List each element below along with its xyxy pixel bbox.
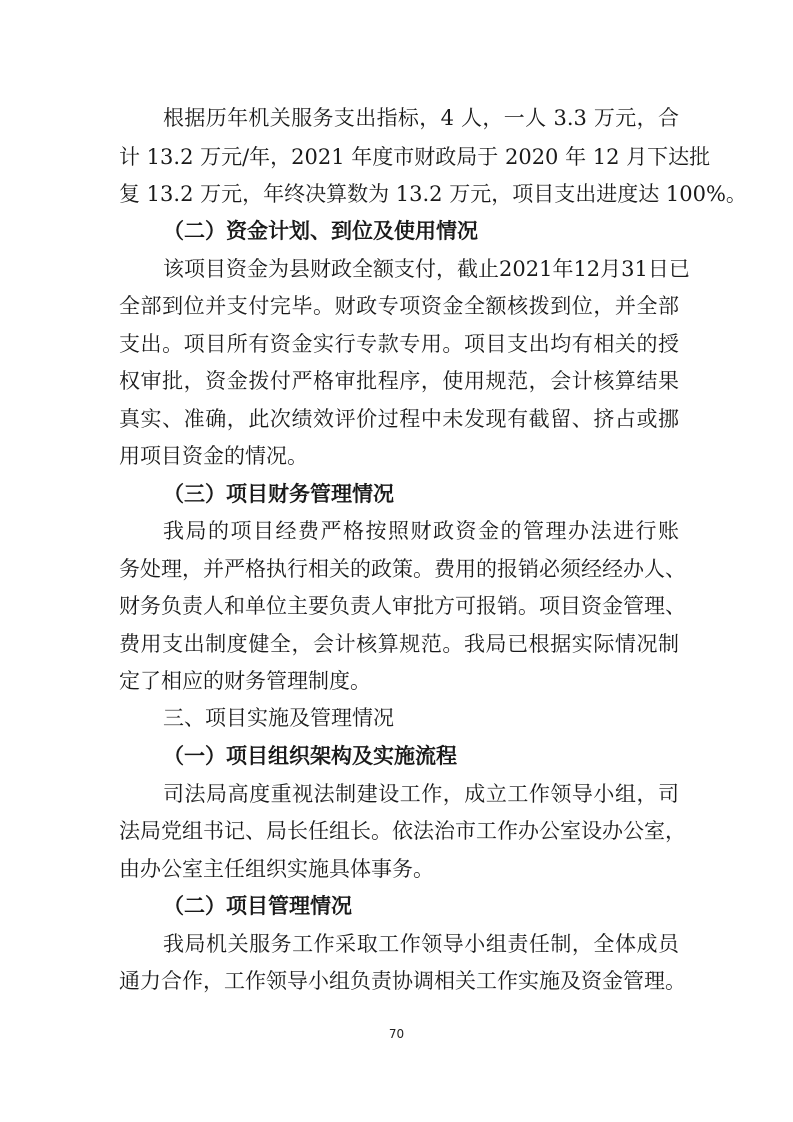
section-heading: （三）项目财务管理情况	[163, 482, 394, 506]
paragraph-line: 根据历年机关服务支出指标，4 人，一人 3.3 万元，合	[163, 106, 679, 130]
paragraph-line: 全部到位并支付完毕。财政专项资金全额核拨到位，并全部	[119, 294, 679, 318]
paragraph-line: 法局党组书记、局长任组长。依法治市工作办公室设办公室，	[119, 819, 686, 843]
chapter-heading: 三、项目实施及管理情况	[163, 706, 394, 730]
paragraph-line: 支出。项目所有资金实行专款专用。项目支出均有相关的授	[119, 332, 679, 356]
paragraph-line: 由办公室主任组织实施具体事务。	[119, 857, 434, 881]
paragraph-line: 该项目资金为县财政全额支付，截止2021年12月31日已	[163, 257, 690, 281]
paragraph-line: 复 13.2 万元，年终决算数为 13.2 万元，项目支出进度达 100%。	[119, 182, 747, 206]
paragraph-line: 费用支出制度健全，会计核算规范。我局已根据实际情况制	[119, 632, 679, 656]
section-heading: （一）项目组织架构及实施流程	[163, 744, 457, 768]
section-heading: （二）项目管理情况	[163, 894, 352, 918]
paragraph-line: 计 13.2 万元/年，2021 年度市财政局于 2020 年 12 月下达批	[119, 145, 711, 169]
paragraph-line: 通力合作，工作领导小组负责协调相关工作实施及资金管理。	[119, 969, 686, 993]
paragraph-line: 用项目资金的情况。	[119, 444, 308, 468]
paragraph-line: 我局的项目经费严格按照财政资金的管理办法进行账	[163, 519, 679, 543]
paragraph-line: 财务负责人和单位主要负责人审批方可报销。项目资金管理、	[119, 594, 686, 618]
page-number: 70	[388, 1027, 405, 1041]
paragraph-line: 司法局高度重视法制建设工作，成立工作领导小组，司	[163, 782, 679, 806]
paragraph-line: 权审批，资金拨付严格审批程序，使用规范，会计核算结果	[119, 369, 679, 393]
paragraph-line: 我局机关服务工作采取工作领导小组责任制，全体成员	[163, 932, 679, 956]
paragraph-line: 真实、准确，此次绩效评价过程中未发现有截留、挤占或挪	[119, 407, 679, 431]
section-heading: （二）资金计划、到位及使用情况	[163, 219, 478, 243]
paragraph-line: 务处理，并严格执行相关的政策。费用的报销必须经经办人、	[119, 557, 686, 581]
paragraph-line: 定了相应的财务管理制度。	[119, 669, 371, 693]
